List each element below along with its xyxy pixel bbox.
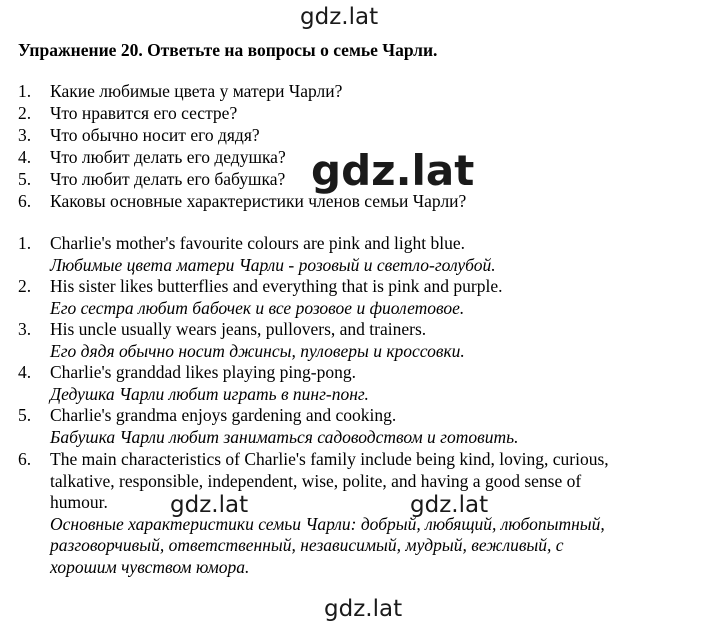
question-number: 2. [18,103,32,123]
answer-number: 1. [18,233,32,253]
answer-number: 6. [18,449,32,469]
answer-english-line: humour. [50,492,108,512]
question-item [18,146,286,168]
question-item [18,80,342,102]
answer-russian-line: разговорчивый, ответственный, независимый, мудрый, вежливый, с [50,535,564,555]
question-text: Каковы основные характеристики членов семьи Чарли? [50,191,467,211]
watermark-top: gdz.lat [300,4,379,30]
question-number: 1. [18,81,32,101]
question-text: Какие любимые цвета у матери Чарли? [50,81,343,101]
answer-english-line: Charlie's grandma enjoys gardening and cooking. [50,405,397,425]
question-number: 5. [18,169,32,189]
answer-russian-line: Бабушка Чарли любит заниматься садоводством и готовить. [50,426,519,447]
answer-number: 3. [18,319,32,339]
watermark-left: gdz.lat [170,492,249,518]
answer-russian-line: Его дядя обычно носит джинсы, пуловеры и кроссовки. [50,340,465,361]
question-number: 4. [18,147,32,167]
answer-russian-line: Любимые цвета матери Чарли - розовый и светло-голубой. [50,254,496,275]
answer-english-line: His uncle usually wears jeans, pullovers, and trainers. [50,319,427,339]
question-text: Что любит делать его дедушка? [50,147,286,167]
watermark-middle: gdz.lat [311,146,475,195]
answer-english-line: Charlie's mother's favourite colours are pink and light blue. [50,233,466,253]
question-number: 6. [18,191,32,211]
question-text: Что любит делать его бабушка? [50,169,286,189]
answer-russian-line: хорошим чувством юмора. [50,556,250,577]
answer-russian-line: Его сестра любит бабочек и все розовое и фиолетовое. [50,297,465,318]
question-text: Что нравится его сестре? [50,103,238,123]
watermark-right: gdz.lat [410,492,489,518]
exercise-title: Упражнение 20. Ответьте на вопросы о семье Чарли. [18,40,438,60]
answer-russian-line: Дедушка Чарли любит играть в пинг-понг. [50,383,369,404]
watermark-bottom: gdz.lat [324,596,403,622]
question-item [18,168,285,190]
answer-english-line: His sister likes butterflies and everything that is pink and purple. [50,276,503,296]
answer-number: 2. [18,276,32,296]
question-text: Что обычно носит его дядя? [50,125,260,145]
answer-number: 5. [18,405,32,425]
answer-number: 4. [18,362,32,382]
answer-russian-line: Основные характеристики семьи Чарли: добрый, любящий, любопытный, [50,513,605,534]
question-number: 3. [18,125,32,145]
answer-english-line: The main characteristics of Charlie's family include being kind, loving, curious, [50,449,609,469]
answer-english-line: Charlie's granddad likes playing ping-pong. [50,362,356,382]
answer-english-line: talkative, responsible, independent, wise, polite, and having a good sense of [50,470,582,491]
question-item [18,124,260,146]
question-item [18,102,237,124]
